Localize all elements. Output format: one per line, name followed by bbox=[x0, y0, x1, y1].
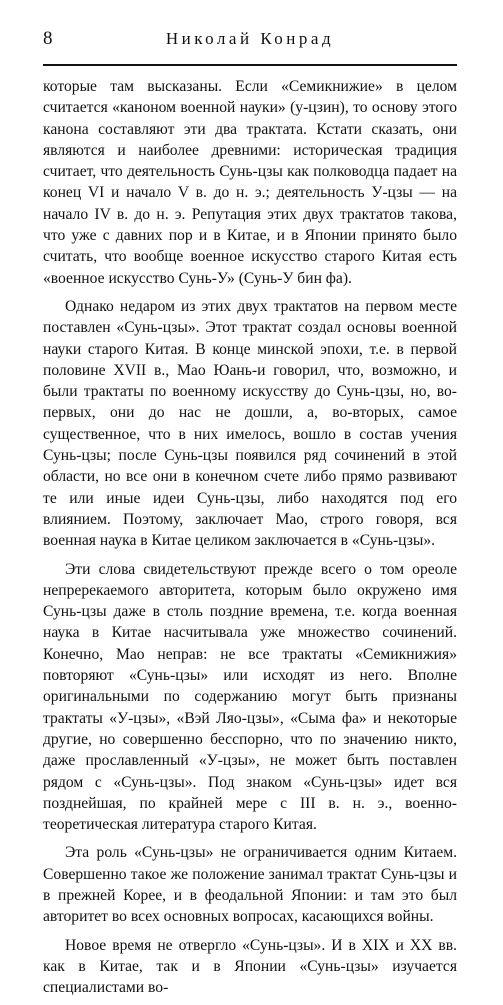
paragraph-5: Новое время не отвергло «Сунь-цзы». И в XIX и XX вв. как в Китае, так и в Японии «Сунь-цзы» изучается специалистами во- bbox=[43, 936, 457, 997]
running-head: Николай Конрад bbox=[165, 29, 335, 48]
book-page bbox=[43, 28, 457, 1005]
header-rule bbox=[43, 64, 457, 66]
paragraph-4: Эта роль «Сунь-цзы» не ограничивается одним Китаем. Совершенно такое же положение занимал трактат Сунь-цзы и в прежней Корее, и в феодальной Японии: и там это был авторитет во всех основных вопросах, касающихся войны. bbox=[43, 844, 457, 926]
page-header bbox=[43, 28, 457, 54]
paragraph-3: Эти слова свидетельствуют прежде всего о том ореоле непререкаемого авторитета, которым было окружено имя Сунь-цзы даже в столь поздние времена, т.е. когда военная наука в Китае насчитывала уже множество сочинений. Конечно, Мао неправ: не все трактаты «Семикнижия» повторяют «Сунь-цзы» или исходят из него. Вполне оригинальными по содержанию могут быть признаны трактаты «У-цзы», «Вэй Ляо-цзы», «Сыма фа» и некоторые другие, но совершенно бесспорно, что по значению никто, даже прославленный «У-цзы», не может быть поставлен рядом с «Сунь-цзы». Под знаком «Сунь-цзы» идет вся позднейшая, по крайней мере с III в. н. э., военно-теоретическая литература старого Китая. bbox=[43, 560, 457, 834]
page-number: 8 bbox=[43, 28, 53, 49]
body-text bbox=[43, 76, 457, 998]
paragraph-2: Однако недаром из этих двух трактатов на первом месте поставлен «Сунь-цзы». Этот трактат создал основы военной науки старого Китая. В конце минской эпохи, т.е. в первой половине XVII в., Мао Юань-и говорил, что, возможно, и были трактаты по военному искусству до Сунь-цзы, но, во-первых, они до нас не дошли, а, во-вторых, самое существенное, что в них имелось, вошло в состав учения Сунь-цзы; после Сунь-цзы появился ряд сочинений в этой области, но все они в конечном счете либо прямо развивают те или иные идеи Сунь-цзы, либо находятся под его влиянием. Поэтому, заключает Мао, строго говоря, вся военная наука в Китае целиком заключается в «Сунь-цзы». bbox=[43, 297, 457, 550]
paragraph-1: которые там высказаны. Если «Семикнижие» в целом считается «каноном военной науки» (у-цзин), то основу этого канона составляют эти два трактата. Кстати сказать, они являются и наиболее древними: историческая традиция считает, что деятельность Сунь-цзы как полководца падает на конец VI и начало V в. до н. э.; деятельность У-цзы — на начало IV в. до н. э. Репутация этих двух трактатов такова, что уже с давних пор и в Китае, и в Японии принято было считать, что вообще военное искусство старого Китая есть «военное искусство Сунь-У» (Сунь-У бин фа). bbox=[43, 78, 457, 287]
